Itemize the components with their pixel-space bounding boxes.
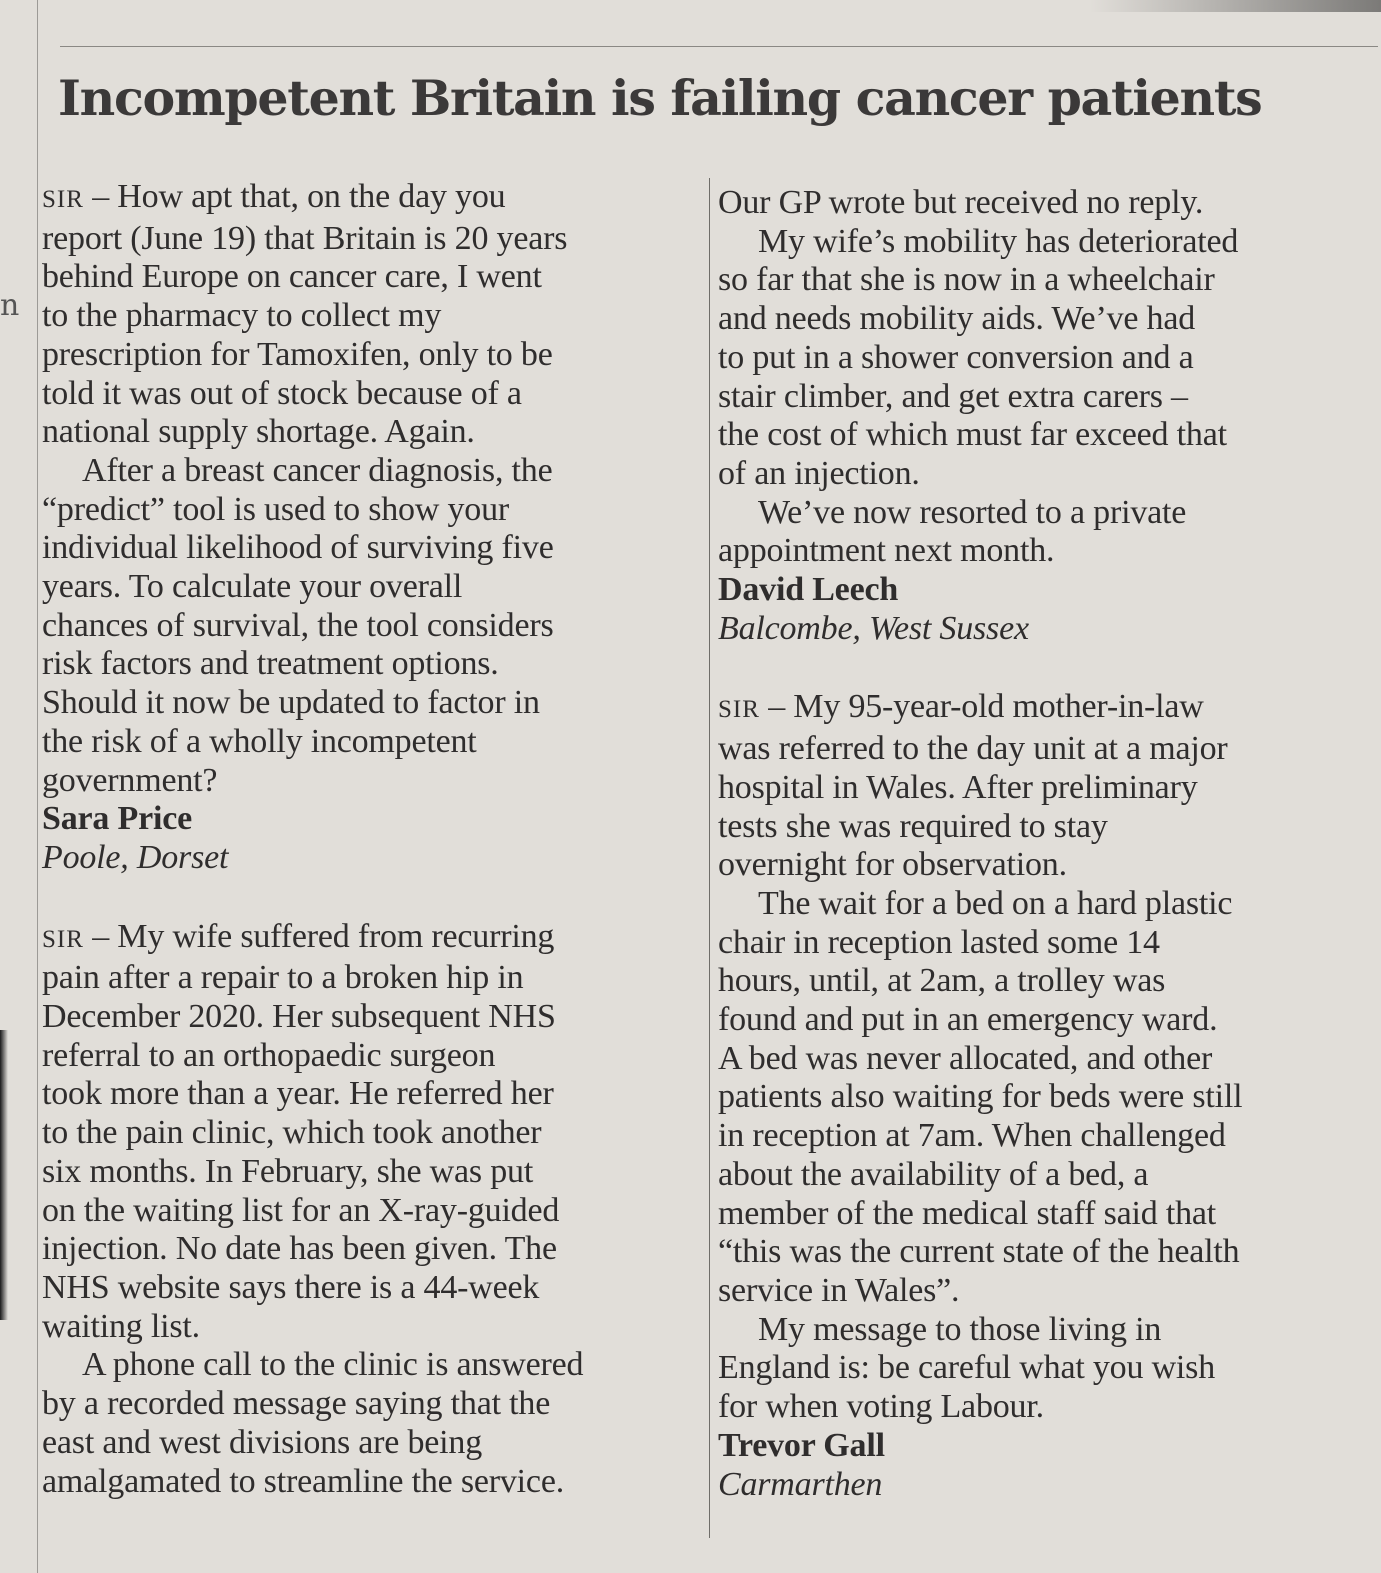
author-name: David Leech (718, 571, 899, 609)
text-line: A phone call to the clinic is answered (82, 1346, 584, 1384)
text-line: the risk of a wholly incompetent (42, 722, 477, 760)
headline: Incompetent Britain is failing cancer patients (58, 69, 1262, 127)
text-line: SIR – My 95-year-old mother-in-law (718, 688, 1204, 726)
text-line: about the availability of a bed, a (718, 1155, 1149, 1193)
text-line: SIR – My wife suffered from recurring (42, 917, 555, 955)
text-line: amalgamated to streamline the service. (42, 1462, 565, 1500)
text-line: England is: be careful what you wish (718, 1349, 1216, 1387)
text-line: was referred to the day unit at a major (718, 730, 1228, 768)
text-line: told it was out of stock because of a (42, 374, 522, 412)
letter-trevor-gall (718, 688, 1378, 1504)
author-name: Trevor Gall (718, 1426, 885, 1464)
text-line: national supply shortage. Again. (42, 413, 475, 451)
text-line: Our GP wrote but received no reply. (718, 184, 1204, 221)
text-line: by a recorded message saying that the (42, 1385, 551, 1423)
text-line: member of the medical staff said that (718, 1194, 1217, 1232)
text-line: report (June 19) that Britain is 20 years (42, 219, 568, 257)
author-place: Balcombe, West Sussex (718, 609, 1029, 647)
sir-label: SIR (718, 696, 760, 724)
text-line: We’ve now resorted to a private (758, 493, 1187, 531)
text-line: service in Wales”. (718, 1271, 960, 1309)
text-line: After a breast cancer diagnosis, the (82, 451, 553, 489)
text-line: so far that she is now in a wheelchair (718, 261, 1215, 299)
text-line: “this was the current state of the health (718, 1233, 1240, 1271)
text-line: stair climber, and get extra carers – (718, 377, 1188, 415)
text-line: tests she was required to stay (718, 807, 1108, 845)
text-line: to put in a shower conversion and a (718, 338, 1194, 376)
text-line: years. To calculate your overall (42, 568, 463, 606)
text-line: the cost of which must far exceed that (718, 416, 1227, 454)
text-line: individual likelihood of surviving five (42, 529, 554, 567)
letter-david-leech-continued (718, 184, 1378, 648)
text-line: “predict” tool is used to show your (42, 490, 510, 528)
margin-fragment: n (0, 288, 20, 323)
text-line: took more than a year. He referred her (42, 1075, 554, 1113)
sir-label: SIR (42, 925, 84, 953)
margin-rule (37, 0, 38, 1573)
text-line: chances of survival, the tool considers (42, 606, 554, 644)
author-place: Poole, Dorset (42, 838, 229, 876)
spacer (42, 878, 692, 918)
sir-label: SIR (42, 186, 84, 213)
text-line: December 2020. Her subsequent NHS (42, 998, 556, 1036)
scan-shadow (1090, 0, 1381, 12)
column-right (718, 184, 1378, 1504)
text-line: overnight for observation. (718, 846, 1067, 884)
text-line: found and put in an emergency ward. (718, 1001, 1218, 1039)
text-line: and needs mobility aids. We’ve had (718, 300, 1196, 338)
text-line: of an injection. (718, 454, 920, 492)
text-line: in reception at 7am. When challenged (718, 1117, 1226, 1155)
text-line: to the pharmacy to collect my (42, 297, 442, 335)
text-line: injection. No date has been given. The (42, 1230, 557, 1268)
text-line: behind Europe on cancer care, I went (42, 258, 542, 296)
text-line: appointment next month. (718, 532, 1055, 570)
text-line: My wife’s mobility has deteriorated (758, 222, 1239, 260)
text-line: patients also waiting for beds were still (718, 1078, 1243, 1116)
text-line: hospital in Wales. After preliminary (718, 768, 1198, 806)
author-place: Carmarthen (718, 1465, 883, 1503)
text-line: government? (42, 761, 218, 799)
text-line: SIR – How apt that, on the day you (42, 178, 506, 215)
spacer (718, 648, 1378, 688)
text-line: six months. In February, she was put (42, 1152, 534, 1190)
text-line: Should it now be updated to factor in (42, 684, 540, 722)
text-line: My message to those living in (758, 1310, 1162, 1348)
text-line: east and west divisions are being (42, 1423, 483, 1461)
text-line: pain after a repair to a broken hip in (42, 959, 524, 997)
letter-sara-price (42, 178, 692, 878)
column-divider (709, 178, 710, 1538)
text-line: hours, until, at 2am, a trolley was (718, 962, 1166, 1000)
text-line: The wait for a bed on a hard plastic (758, 884, 1233, 922)
scan-edge (0, 1030, 8, 1320)
text-line: to the pain clinic, which took another (42, 1114, 542, 1152)
top-rule (60, 46, 1378, 47)
text-line: prescription for Tamoxifen, only to be (42, 335, 553, 373)
text-line: on the waiting list for an X-ray-guided (42, 1191, 560, 1229)
text-line: waiting list. (42, 1307, 200, 1345)
text-line: risk factors and treatment options. (42, 645, 499, 683)
text-line: for when voting Labour. (718, 1388, 1044, 1426)
text-line: A bed was never allocated, and other (718, 1039, 1213, 1077)
text-line: referral to an orthopaedic surgeon (42, 1036, 496, 1074)
text-line: chair in reception lasted some 14 (718, 923, 1160, 961)
text-line: NHS website says there is a 44-week (42, 1268, 540, 1306)
column-left (42, 178, 692, 1501)
author-name: Sara Price (42, 800, 192, 838)
letter-david-leech (42, 918, 692, 1502)
